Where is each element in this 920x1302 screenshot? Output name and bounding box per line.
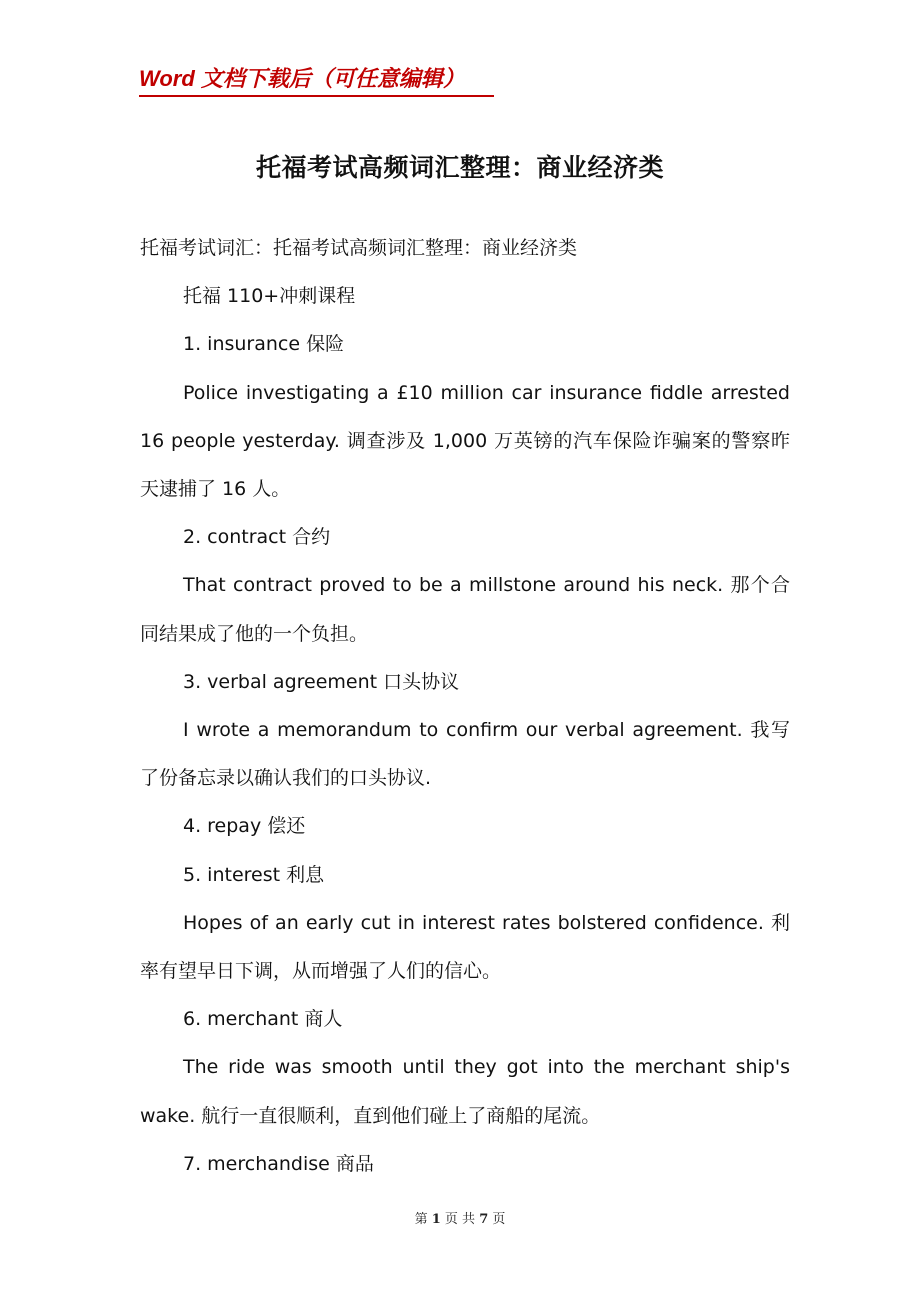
page-footer bbox=[0, 1208, 920, 1227]
entry-example: I wrote a memorandum to confirm our verbal agreement. 我写了份备忘录以确认我们的口头协议. bbox=[140, 719, 790, 790]
entry-term: 5. interest 利息 bbox=[183, 863, 325, 886]
download-header: Word 文档下载后（可任意编辑） bbox=[139, 62, 494, 97]
entry-example: The ride was smooth until they got into the merchant ship's wake. 航行一直很顺利，直到他们碰上了商船的尾流。 bbox=[140, 1056, 790, 1127]
footer-mid: 页 共 bbox=[444, 1212, 476, 1227]
entry-term: 4. repay 偿还 bbox=[183, 815, 306, 838]
footer-prefix: 第 bbox=[414, 1212, 428, 1227]
entry-term: 6. merchant 商人 bbox=[183, 1008, 343, 1031]
entry-example: Police investigating a £10 million car insurance fiddle arrested 16 people yesterday. 调查涉及 1,000 万英镑的汽车保险诈骗案的警察昨天逮捕了 16 人。 bbox=[140, 381, 790, 501]
entry-term: 3. verbal agreement 口头协议 bbox=[183, 670, 460, 693]
entry-term: 7. merchandise 商品 bbox=[183, 1152, 374, 1175]
document-body bbox=[140, 224, 790, 1188]
total-page-number: 7 bbox=[479, 1212, 489, 1227]
current-page-number: 1 bbox=[431, 1212, 441, 1227]
entry-term: 2. contract 合约 bbox=[183, 526, 331, 549]
entry-example: That contract proved to be a millstone around his neck. 那个合同结果成了他的一个负担。 bbox=[140, 574, 790, 645]
course-line: 托福 110+冲刺课程 bbox=[183, 285, 356, 308]
entry-term: 1. insurance 保险 bbox=[183, 333, 345, 356]
footer-suffix: 页 bbox=[492, 1212, 506, 1227]
page-title: 托福考试高频词汇整理：商业经济类 bbox=[255, 153, 664, 182]
intro-paragraph: 托福考试词汇：托福考试高频词汇整理：商业经济类 bbox=[140, 237, 578, 259]
entry-example: Hopes of an early cut in interest rates bolstered confidence. 利率有望早日下调，从而增强了人们的信心。 bbox=[140, 911, 790, 983]
